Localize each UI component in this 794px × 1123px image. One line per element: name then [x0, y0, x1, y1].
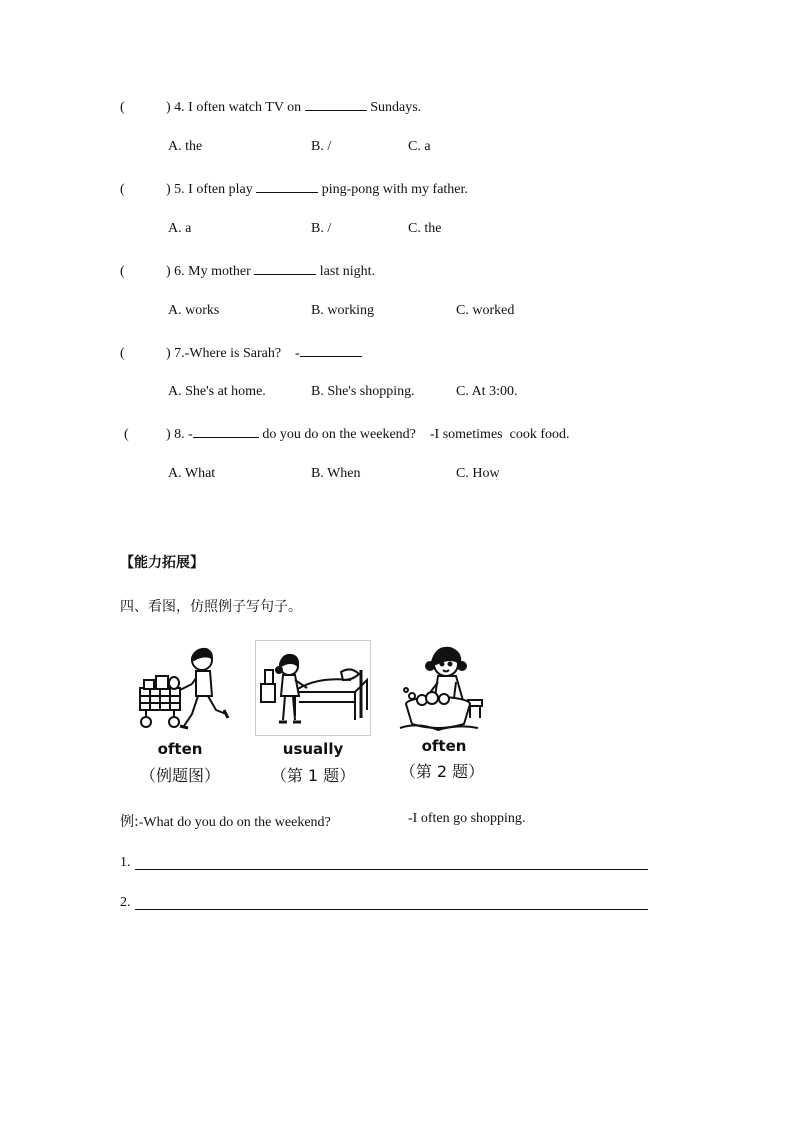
- answer-paren: (: [120, 264, 125, 279]
- question-text: ) 7.-Where is Sarah? -: [166, 346, 300, 361]
- answer-paren: (: [120, 346, 125, 361]
- question-5: [120, 180, 468, 198]
- picture-word: often: [157, 740, 203, 758]
- option-c: C. the: [408, 221, 442, 236]
- picture-label: （第 1 题）: [270, 766, 356, 785]
- question-text-after: do you do on the weekend? -I sometimes cook food.: [262, 427, 570, 442]
- option-b: B. /: [311, 221, 332, 236]
- answer-blank[interactable]: [256, 180, 318, 193]
- option-a: A. works: [168, 303, 220, 318]
- answer-paren: (: [124, 427, 129, 442]
- question-text-after: Sundays.: [370, 100, 422, 115]
- girl-making-bed-icon: [255, 640, 371, 736]
- question-4: [120, 98, 421, 116]
- example-answer: -I often go shopping.: [408, 811, 526, 826]
- example-sentence: [120, 811, 331, 831]
- option-c: C. At 3:00.: [456, 384, 518, 399]
- picture-label: （例题图）: [139, 766, 220, 785]
- answer-paren: (: [120, 182, 125, 197]
- option-b: B. working: [311, 303, 374, 318]
- answer-line-number: 2.: [120, 895, 131, 910]
- question-7: [120, 344, 362, 362]
- option-b: B. She's shopping.: [311, 384, 415, 399]
- option-a: A. the: [168, 139, 203, 154]
- question-6: [120, 262, 375, 280]
- question-text: ) 6. My mother: [166, 264, 251, 279]
- question-8: [124, 425, 569, 443]
- option-a: A. What: [168, 466, 216, 481]
- picture-word: usually: [282, 740, 344, 758]
- option-a: A. a: [168, 221, 192, 236]
- answer-blank[interactable]: [193, 425, 259, 438]
- option-c: C. How: [456, 466, 500, 481]
- option-c: C. worked: [456, 303, 515, 318]
- example-question: -What do you do on the weekend?: [138, 815, 331, 830]
- question-text: ) 8. -: [166, 427, 193, 442]
- example-prefix: 例:: [120, 814, 139, 830]
- option-a: A. She's at home.: [168, 384, 266, 399]
- question-text: ) 5. I often play: [166, 182, 253, 197]
- question-text: ) 4. I often watch TV on: [166, 100, 302, 115]
- answer-line-1[interactable]: [135, 869, 648, 870]
- picture-label: （第 2 题）: [399, 762, 485, 781]
- answer-blank[interactable]: [300, 344, 362, 357]
- answer-blank[interactable]: [305, 98, 367, 111]
- answer-line-number: 1.: [120, 855, 131, 870]
- question-text-after: last night.: [319, 264, 375, 279]
- option-b: B. When: [311, 466, 361, 481]
- answer-blank[interactable]: [254, 262, 316, 275]
- girl-washing-clothes-icon: [398, 642, 494, 734]
- boy-pushing-shopping-cart-icon: [134, 644, 230, 732]
- option-b: B. /: [311, 139, 332, 154]
- picture-word: often: [421, 737, 467, 755]
- question-text-after: ping-pong with my father.: [321, 182, 468, 197]
- answer-line-2[interactable]: [135, 909, 648, 910]
- section-heading: 【能力拓展】: [120, 555, 204, 571]
- task-title: 四、看图，仿照例子写句子。: [120, 599, 302, 615]
- answer-paren: (: [120, 100, 125, 115]
- option-c: C. a: [408, 139, 431, 154]
